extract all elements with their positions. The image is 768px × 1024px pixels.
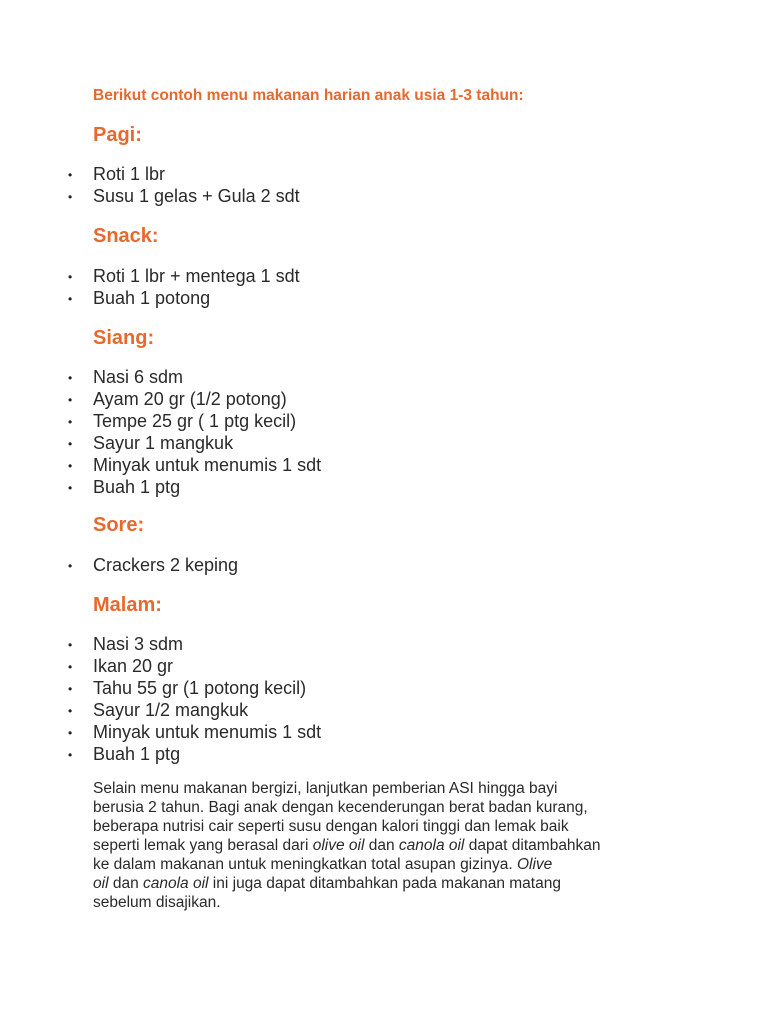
- bullet-icon: •: [68, 393, 73, 407]
- olive-oil-term: Olive: [516, 856, 553, 873]
- paragraph-line: ke dalam makanan untuk meningkatkan total asupan gizinya. Olive: [93, 856, 553, 873]
- bullet-icon: •: [68, 190, 73, 204]
- canola-oil-term: canola oil: [398, 837, 465, 854]
- bullet-icon: •: [68, 415, 73, 429]
- meal-heading-sore: Sore:: [93, 514, 145, 536]
- list-item: • Buah 1 potong: [0, 287, 300, 309]
- list-item: • Buah 1 ptg: [0, 476, 321, 498]
- bullet-icon: •: [68, 682, 73, 696]
- list-item: • Tahu 55 gr (1 potong kecil): [0, 677, 321, 699]
- bullet-icon: •: [68, 437, 73, 451]
- list-item: • Sayur 1/2 mangkuk: [0, 699, 321, 721]
- list-item: • Crackers 2 keping: [0, 554, 238, 576]
- paragraph-line: beberapa nutrisi cair seperti susu dengan kalori tinggi dan lemak baik: [93, 818, 569, 835]
- meal-list-sore: [0, 554, 238, 576]
- bullet-icon: •: [68, 371, 73, 385]
- meal-heading-snack: Snack:: [93, 225, 159, 247]
- meal-list-malam: [0, 633, 321, 765]
- list-item: • Sayur 1 mangkuk: [0, 432, 321, 454]
- meal-list-snack: [0, 265, 300, 309]
- list-item: • Tempe 25 gr ( 1 ptg kecil): [0, 410, 321, 432]
- paragraph-line: berusia 2 tahun. Bagi anak dengan kecenderungan berat badan kurang,: [93, 799, 588, 816]
- bullet-icon: •: [68, 292, 73, 306]
- bullet-icon: •: [68, 270, 73, 284]
- list-item: • Roti 1 lbr: [0, 163, 300, 185]
- list-item: • Nasi 3 sdm: [0, 633, 321, 655]
- list-item: • Buah 1 ptg: [0, 743, 321, 765]
- bullet-icon: •: [68, 748, 73, 762]
- bullet-icon: •: [68, 481, 73, 495]
- paragraph-line: sebelum disajikan.: [93, 894, 221, 911]
- list-item: • Minyak untuk menumis 1 sdt: [0, 721, 321, 743]
- canola-oil-term: canola oil: [143, 875, 209, 892]
- bullet-icon: •: [68, 559, 73, 573]
- meal-heading-malam: Malam:: [93, 594, 162, 616]
- list-item: • Roti 1 lbr + mentega 1 sdt: [0, 265, 300, 287]
- meal-list-siang: [0, 366, 321, 498]
- bullet-icon: •: [68, 726, 73, 740]
- intro-heading: Berikut contoh menu makanan harian anak usia 1-3 tahun:: [93, 87, 524, 104]
- bullet-icon: •: [68, 660, 73, 674]
- olive-oil-term: oil: [93, 875, 109, 892]
- bullet-icon: •: [68, 459, 73, 473]
- list-item: • Ayam 20 gr (1/2 potong): [0, 388, 321, 410]
- list-item: • Nasi 6 sdm: [0, 366, 321, 388]
- bullet-icon: •: [68, 638, 73, 652]
- olive-oil-term: olive oil: [312, 837, 365, 854]
- list-item: • Minyak untuk menumis 1 sdt: [0, 454, 321, 476]
- paragraph-line: seperti lemak yang berasal dari olive oil dan canola oil dapat ditambahkan: [93, 837, 601, 854]
- closing-paragraph: [93, 779, 683, 912]
- paragraph-line: Selain menu makanan bergizi, lanjutkan pemberian ASI hingga bayi: [93, 780, 558, 797]
- bullet-icon: •: [68, 704, 73, 718]
- meal-heading-pagi: Pagi:: [93, 124, 142, 146]
- meal-list-pagi: [0, 163, 300, 207]
- list-item: • Susu 1 gelas + Gula 2 sdt: [0, 185, 300, 207]
- paragraph-line: oil dan canola oil ini juga dapat ditambahkan pada makanan matang: [93, 875, 561, 892]
- meal-heading-siang: Siang:: [93, 327, 155, 349]
- bullet-icon: •: [68, 168, 73, 182]
- list-item: • Ikan 20 gr: [0, 655, 321, 677]
